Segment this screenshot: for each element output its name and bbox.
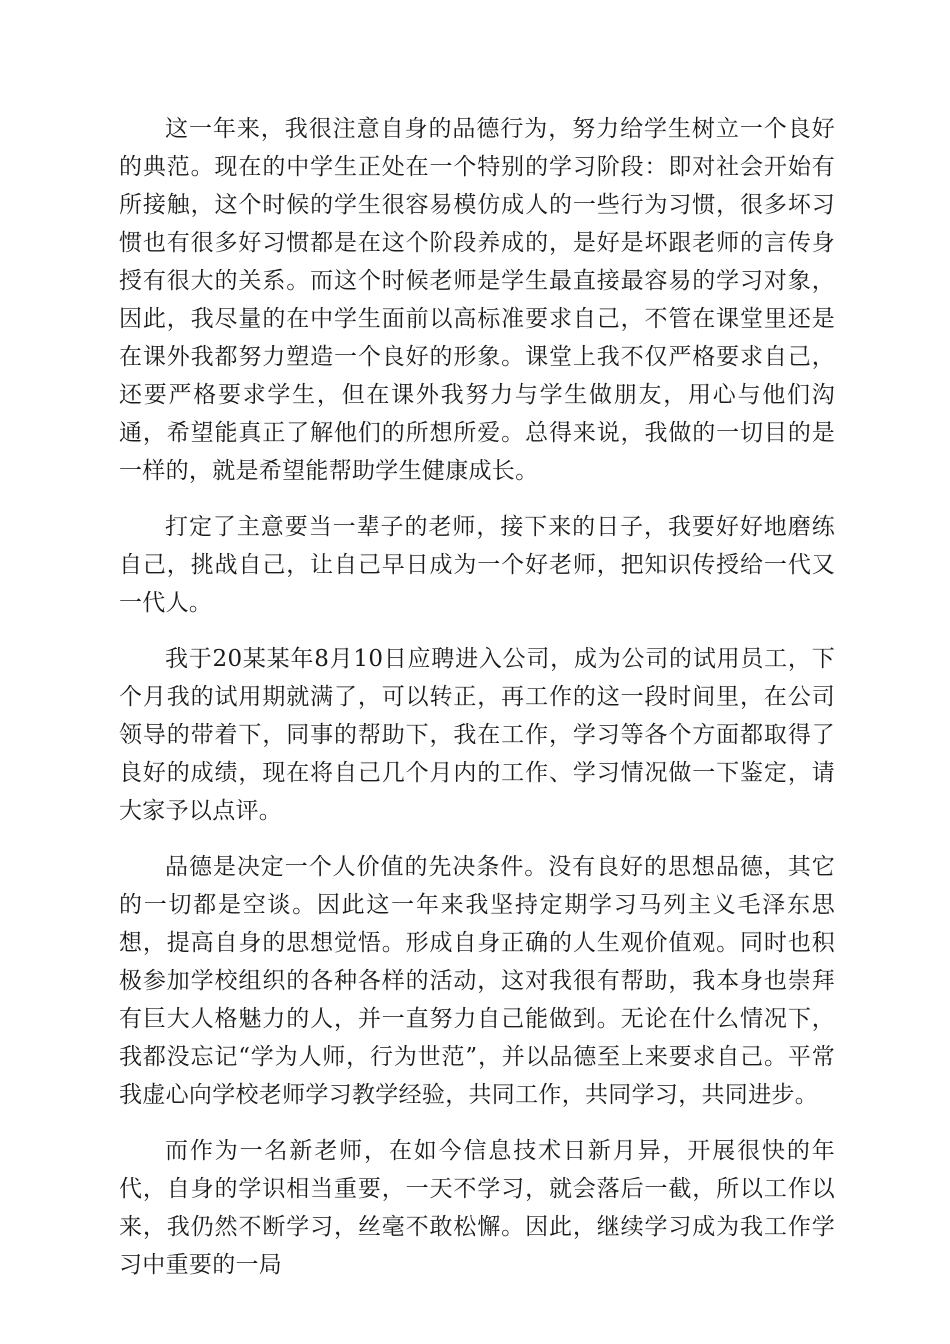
paragraph-3: 我于20某某年8月10日应聘进入公司，成为公司的试用员工，下个月我的试用期就满了，可以转正，再工作的这一段时间里，在公司领导的带着下，同事的帮助下，我在工作，学习等各个方面都取得了良好的成绩，现在将自己几个月内的工作、学习情况做一下鉴定，请大家予以点评。 — [119, 646, 835, 824]
paragraph-2: 打定了主意要当一辈子的老师，接下来的日子，我要好好地磨练自己，挑战自己，让自己早日成为一个好老师，把知识传授给一代又一代人。 — [119, 514, 835, 616]
document-body — [119, 110, 835, 1302]
paragraph-1: 这一年来，我很注意自身的品德行为，努力给学生树立一个良好的典范。现在的中学生正处在一个特别的学习阶段：即对社会开始有所接触，这个时候的学生很容易模仿成人的一些行为习惯，很多坏习惯也有很多好习惯都是在这个阶段养成的，是好是坏跟老师的言传身授有很大的关系。而这个时候老师是学生最直接最容易的学习对象，因此，我尽量的在中学生面前以高标准要求自己，不管在课堂里还是在课外我都努力塑造一个良好的形象。课堂上我不仅严格要求自己，还要严格要求学生，但在课外我努力与学生做朋友，用心与他们沟通，希望能真正了解他们的所想所爱。总得来说，我做的一切目的是一样的，就是希望能帮助学生健康成长。 — [119, 116, 835, 484]
paragraph-5: 而作为一名新老师，在如今信息技术日新月异，开展很快的年代，自身的学识相当重要，一天不学习，就会落后一截，所以工作以来，我仍然不断学习，丝毫不敢松懈。因此，继续学习成为我工作学习中重要的一局 — [119, 1138, 835, 1278]
paragraph-4: 品德是决定一个人价值的先决条件。没有良好的思想品德，其它的一切都是空谈。因此这一年来我坚持定期学习马列主义毛泽东思想，提高自身的思想觉悟。形成自身正确的人生观价值观。同时也积极参加学校组织的各种各样的活动，这对我很有帮助，我本身也崇拜有巨大人格魅力的人，并一直努力自己能做到。无论在什么情况下，我都没忘记“学为人师，行为世范”，并以品德至上来要求自己。平常我虚心向学校老师学习教学经验，共同工作，共同学习，共同进步。 — [119, 854, 835, 1108]
